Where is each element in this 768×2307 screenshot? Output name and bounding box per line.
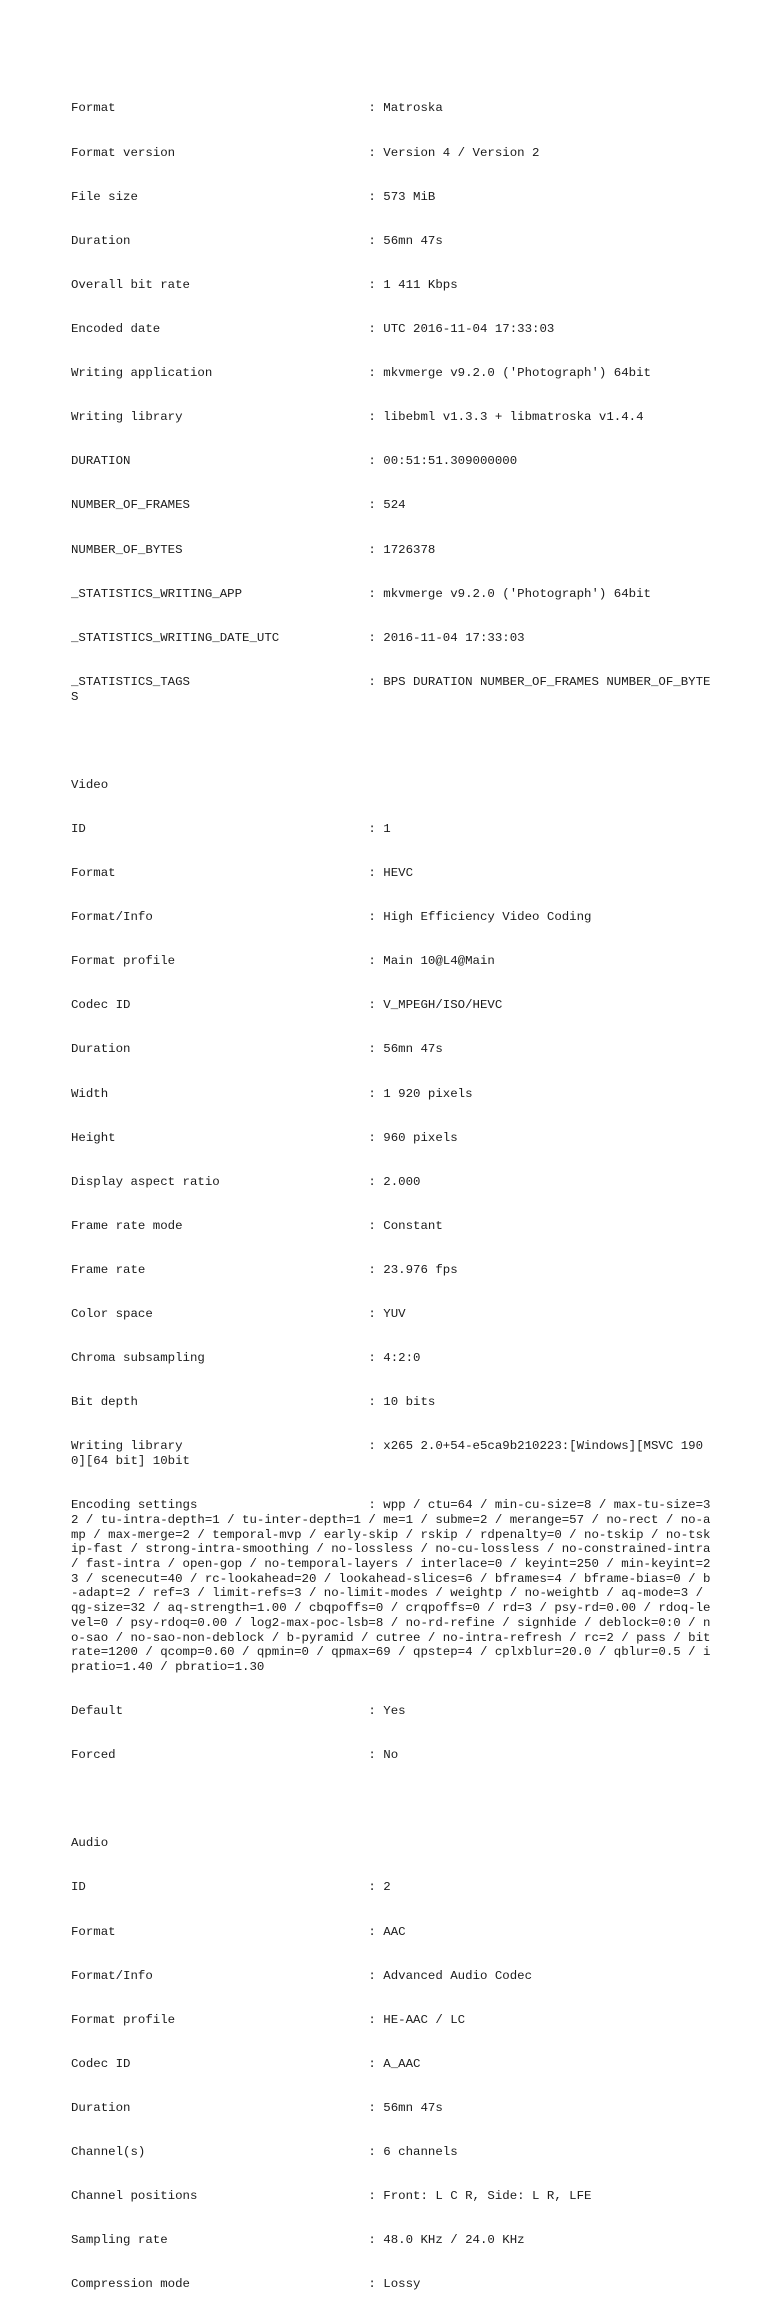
video-display-aspect-ratio-line: Display aspect ratio : 2.000 bbox=[71, 1174, 421, 1189]
audio-compression-mode-line: Compression mode : Lossy bbox=[71, 2277, 421, 2292]
mediainfo-document bbox=[71, 72, 718, 2307]
section-spacer bbox=[71, 734, 711, 749]
audio-sampling-rate-line: Sampling rate : 48.0 KHz / 24.0 KHz bbox=[71, 2233, 525, 2248]
video-height-line: Height : 960 pixels bbox=[71, 1130, 458, 1145]
video-bit-depth-line: Bit depth : 10 bits bbox=[71, 1395, 436, 1410]
video-duration-line: Duration : 56mn 47s bbox=[71, 1042, 443, 1057]
general-statistics-writing-app-line: _STATISTICS_WRITING_APP : mkvmerge v9.2.0 ('Photograph') 64bit bbox=[71, 586, 651, 601]
audio-format-info-line: Format/Info : Advanced Audio Codec bbox=[71, 1968, 533, 1983]
general-writing-application-line: Writing application : mkvmerge v9.2.0 ('Photograph') 64bit bbox=[71, 366, 651, 381]
general-duration-tag-line: DURATION : 00:51:51.309000000 bbox=[71, 454, 518, 469]
video-color-space-line: Color space : YUV bbox=[71, 1307, 406, 1322]
general-format-version-line: Format version : Version 4 / Version 2 bbox=[71, 145, 540, 160]
general-overall-bit-rate-line: Overall bit rate : 1 411 Kbps bbox=[71, 277, 458, 292]
general-statistics-writing-date-line: _STATISTICS_WRITING_DATE_UTC : 2016-11-04 17:33:03 bbox=[71, 630, 525, 645]
audio-channels-line: Channel(s) : 6 channels bbox=[71, 2145, 458, 2160]
audio-id-line: ID : 2 bbox=[71, 1880, 391, 1895]
video-encoding-settings-line: Encoding settings : wpp / ctu=64 / min-cu-size=8 / max-tu-size=32 / tu-intra-depth=1 / tu-inter-depth=1 / me=1 / subme=2 / merange=57 / no-rect / no-amp / max-merge=2 / temporal-mvp / early-skip / rskip / rdpenalty=0 / no-tskip / no-tskip-fast / strong-intra-smoothing / no-lossless / no-cu-lossless / no-constrained-intra / fast-intra / open-gop / no-temporal-layers / interlace=0 / keyint=250 / min-keyint=23 / scenecut=40 / rc-lookahead=20 / lookahead-slices=6 / bframes=4 / bframe-bias=0 / b-adapt=2 / ref=3 / limit-refs=3 / no-limit-modes / weightp / no-weightb / aq-mode=3 / qg-size=32 / aq-strength=1.00 / cbqpoffs=0 / crqpoffs=0 / rd=3 / psy-rd=0.00 / rdoq-level=0 / psy-rdoq=0.00 / log2-max-poc-lsb=8 / no-rd-refine / signhide / deblock=0:0 / no-sao / no-sao-non-deblock / b-pyramid / cutree / no-intra-refresh / rc=2 / pass / bitrate=1200 / qcomp=0.60 / qpmin=0 / qpmax=69 / qpstep=4 / cplxblur=20.0 / qblur=0.5 / ipratio=1.40 / pbratio=1.30 bbox=[71, 1498, 718, 1674]
video-writing-library-line: Writing library : x265 2.0+54-e5ca9b210223:[Windows][MSVC 1900][64 bit] 10bit bbox=[71, 1439, 704, 1469]
audio-channel-positions-line: Channel positions : Front: L C R, Side: L R, LFE bbox=[71, 2189, 592, 2204]
audio-format-profile-line: Format profile : HE-AAC / LC bbox=[71, 2012, 466, 2027]
video-codec-id-line: Codec ID : V_MPEGH/ISO/HEVC bbox=[71, 998, 503, 1013]
video-id-line: ID : 1 bbox=[71, 821, 391, 836]
audio-format-line: Format : AAC bbox=[71, 1924, 406, 1939]
general-number-of-frames-line: NUMBER_OF_FRAMES : 524 bbox=[71, 498, 406, 513]
video-frame-rate-line: Frame rate : 23.976 fps bbox=[71, 1262, 458, 1277]
audio-codec-id-line: Codec ID : A_AAC bbox=[71, 2056, 421, 2071]
audio-duration-line: Duration : 56mn 47s bbox=[71, 2101, 443, 2115]
general-statistics-tags-line: _STATISTICS_TAGS : BPS DURATION NUMBER_OF_FRAMES NUMBER_OF_BYTES bbox=[71, 674, 711, 704]
video-chroma-subsampling-line: Chroma subsampling : 4:2:0 bbox=[71, 1351, 421, 1366]
general-file-size-line: File size : 573 MiB bbox=[71, 189, 436, 204]
section-spacer bbox=[71, 1792, 711, 1807]
video-forced-line: Forced : No bbox=[71, 1748, 399, 1763]
audio-section-heading: Audio bbox=[71, 1836, 109, 1851]
general-encoded-date-line: Encoded date : UTC 2016-11-04 17:33:03 bbox=[71, 321, 555, 336]
video-format-line: Format : HEVC bbox=[71, 865, 414, 880]
video-frame-rate-mode-line: Frame rate mode : Constant bbox=[71, 1218, 443, 1233]
general-format-line: Format : Matroska bbox=[71, 101, 443, 116]
general-writing-library-line: Writing library : libebml v1.3.3 + libmatroska v1.4.4 bbox=[71, 410, 644, 425]
general-duration-line: Duration : 56mn 47s bbox=[71, 233, 443, 248]
video-default-line: Default : Yes bbox=[71, 1704, 406, 1719]
video-width-line: Width : 1 920 pixels bbox=[71, 1086, 473, 1101]
general-number-of-bytes-line: NUMBER_OF_BYTES : 1726378 bbox=[71, 542, 436, 557]
video-format-profile-line: Format profile : Main 10@L4@Main bbox=[71, 954, 495, 969]
video-section-heading: Video bbox=[71, 777, 109, 792]
video-format-info-line: Format/Info : High Efficiency Video Coding bbox=[71, 910, 592, 925]
